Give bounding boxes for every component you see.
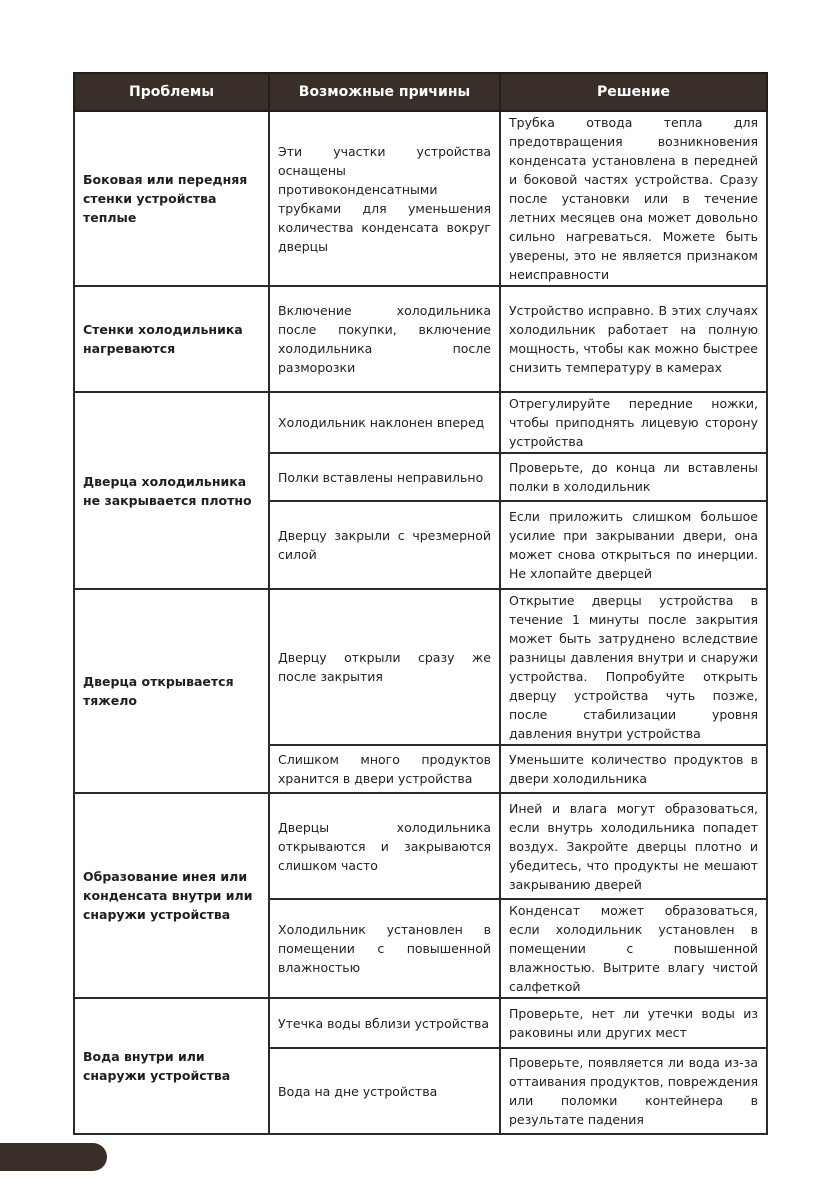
problem-cell: Вода внутри или снаружи устройства: [74, 998, 269, 1134]
header-solution: Решение: [500, 73, 767, 111]
problem-cell: Образование инея или конденсата внутри или снаружи устройства: [74, 793, 269, 998]
problem-cell: Боковая или передняя стенки устройства теплые: [74, 111, 269, 286]
cause-cell: Эти участки устройства оснащены противоконденсатными трубками для уменьшения количества конденсата вокруг дверцы: [269, 111, 500, 286]
solution-cell: Уменьшите количество продуктов в двери холодильника: [500, 745, 767, 793]
cause-cell: Вода на дне устройства: [269, 1048, 500, 1134]
table-row: [74, 286, 767, 392]
solution-cell: Если приложить слишком большое усилие при закрывании двери, она может снова открыться по инерции. Не хлопайте дверцей: [500, 501, 767, 589]
solution-cell: Трубка отвода тепла для предотвращения возникновения конденсата установлена в передней и боковой частях устройства. Сразу после установки или в течение летних месяцев она может довольно сильно нагреваться. Можете быть уверены, это не является признаком неисправности: [500, 111, 767, 286]
table-row: [74, 793, 767, 899]
cause-cell: Дверцу закрыли с чрезмерной силой: [269, 501, 500, 589]
solution-cell: Конденсат может образоваться, если холодильник установлен в помещении с повышенной влажностью. Вытрите влагу чистой салфеткой: [500, 899, 767, 998]
table-header-row: [74, 73, 767, 111]
cause-cell: Дверцы холодильника открываются и закрываются слишком часто: [269, 793, 500, 899]
table-row: [74, 111, 767, 286]
cause-cell: Утечка воды вблизи устройства: [269, 998, 500, 1048]
table-row: [74, 589, 767, 745]
solution-cell: Отрегулируйте передние ножки, чтобы приподнять лицевую сторону устройства: [500, 392, 767, 453]
solution-cell: Иней и влага могут образоваться, если внутрь холодильника попадет воздух. Закройте дверцы плотно и убедитесь, что продукты не мешают закрыванию дверей: [500, 793, 767, 899]
problem-cell: Стенки холодильника нагреваются: [74, 286, 269, 392]
header-cause: Возможные причины: [269, 73, 500, 111]
page-tab-decoration: [0, 1143, 107, 1171]
solution-cell: Открытие дверцы устройства в течение 1 минуты после закрытия может быть затруднено вследствие разницы давления внутри и снаружи устройства. Попробуйте открыть дверцу устройства чуть позже, после стабилизации уровня давления внутри устройства: [500, 589, 767, 745]
cause-cell: Слишком много продуктов хранится в двери устройства: [269, 745, 500, 793]
problem-cell: Дверца открывается тяжело: [74, 589, 269, 793]
solution-cell: Устройство исправно. В этих случаях холодильник работает на полную мощность, чтобы как можно быстрее снизить температуру в камерах: [500, 286, 767, 392]
cause-cell: Дверцу открыли сразу же после закрытия: [269, 589, 500, 745]
table-row: [74, 392, 767, 453]
solution-cell: Проверьте, нет ли утечки воды из раковины или других мест: [500, 998, 767, 1048]
cause-cell: Холодильник наклонен вперед: [269, 392, 500, 453]
troubleshooting-table: [73, 72, 768, 1135]
problem-cell: Дверца холодильника не закрывается плотно: [74, 392, 269, 589]
header-problem: Проблемы: [74, 73, 269, 111]
table-row: [74, 998, 767, 1048]
solution-cell: Проверьте, до конца ли вставлены полки в холодильник: [500, 453, 767, 501]
cause-cell: Холодильник установлен в помещении с повышенной влажностью: [269, 899, 500, 998]
cause-cell: Полки вставлены неправильно: [269, 453, 500, 501]
solution-cell: Проверьте, появляется ли вода из-за оттаивания продуктов, повреждения или поломки контейнера в результате падения: [500, 1048, 767, 1134]
cause-cell: Включение холодильника после покупки, включение холодильника после разморозки: [269, 286, 500, 392]
